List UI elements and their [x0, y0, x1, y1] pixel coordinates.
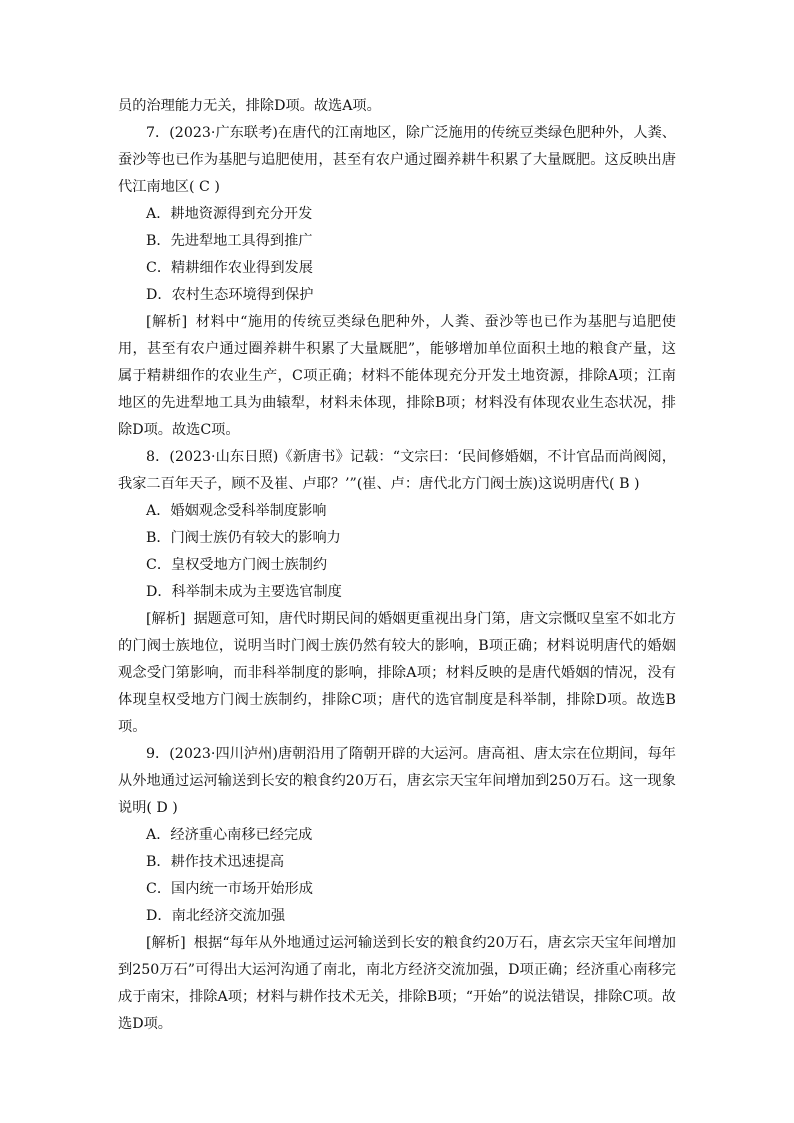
question-8-analysis	[118, 606, 676, 741]
question-7-option-a: A．耕地资源得到充分开发	[146, 206, 313, 222]
question-9-option-c: C．国内统一市场开始形成	[146, 881, 313, 897]
question-8-stem: 8．(2023·山东日照)《新唐书》记载：“文宗曰：‘民间修婚姻，不计官品而尚阀阅，我家二百年天子，顾不及崔、卢耶？’”(崔、卢：唐代北方门阀士族)这说明唐代( B )	[118, 449, 676, 492]
question-7-stem: 7．(2023·广东联考)在唐代的江南地区，除广泛施用的传统豆类绿色肥种外，人粪、蚕沙等也已作为基肥与追肥使用，甚至有农户通过圈养耕牛积累了大量厩肥。这反映出唐代江南地区( C )	[118, 125, 676, 195]
question-9-option-a: A．经济重心南移已经完成	[146, 827, 313, 843]
document-body	[118, 93, 676, 1038]
analysis-tag: [解析]	[146, 314, 188, 330]
analysis-tag: [解析]	[146, 611, 186, 627]
question-7-option-b: B．先进犁地工具得到推广	[146, 233, 313, 249]
question-8-option-a: A．婚姻观念受科举制度影响	[146, 503, 327, 519]
question-7-analysis-text: 材料中“施用的传统豆类绿色肥种外，人粪、蚕沙等也已作为基肥与追肥使用，甚至有农户通过圈养耕牛积累了大量厩肥”，能够增加单位面积土地的粮食产量，这属于精耕细作的农业生产，C项正确；材料不能体现充分开发土地资源，排除A项；江南地区的先进犁地工具为曲辕犁，材料未体现，排除B项；材料没有体现农业生态状况，排除D项。故选C项。	[118, 314, 676, 438]
question-8-option-c: C．皇权受地方门阀士族制约	[146, 557, 328, 573]
question-8-option-d: D．科举制未成为主要选官制度	[146, 584, 342, 600]
question-9-stem: 9．(2023·四川泸州)唐朝沿用了隋朝开辟的大运河。唐高祖、唐太宗在位期间，每年从外地通过运河输送到长安的粮食约20万石，唐玄宗天宝年间增加到250万石。这一现象说明( D )	[118, 746, 676, 816]
question-7-option-d: D．农村生态环境得到保护	[146, 287, 314, 303]
question-8-analysis-text: 据题意可知，唐代时期民间的婚姻更重视出身门第，唐文宗慨叹皇室不如北方的门阀士族地位，说明当时门阀士族仍然有较大的影响，B项正确；材料说明唐代的婚姻观念受门第影响，而非科举制度的影响，排除A项；材料反映的是唐代婚姻的情况，没有体现皇权受地方门阀士族制约，排除C项；唐代的选官制度是科举制，排除D项。故选B项。	[118, 611, 676, 735]
question-7-analysis	[118, 309, 676, 444]
question-8-option-b: B．门阀士族仍有较大的影响力	[146, 530, 341, 546]
question-9-analysis	[118, 930, 676, 1038]
analysis-tag: [解析]	[146, 935, 186, 951]
question-9-option-b: B．耕作技术迅速提高	[146, 854, 285, 870]
question-7-option-c: C．精耕细作农业得到发展	[146, 260, 313, 276]
question-9-analysis-text: 根据“每年从外地通过运河输送到长安的粮食约20万石，唐玄宗天宝年间增加到250万石”可得出大运河沟通了南北，南北方经济交流加强，D项正确；经济重心南移完成于南宋，排除A项；材料与耕作技术无关，排除B项；“开始”的说法错误，排除C项。故选D项。	[118, 935, 676, 1032]
continued-paragraph: 员的治理能力无关，排除D项。故选A项。	[118, 98, 381, 114]
question-9-option-d: D．南北经济交流加强	[146, 908, 286, 924]
